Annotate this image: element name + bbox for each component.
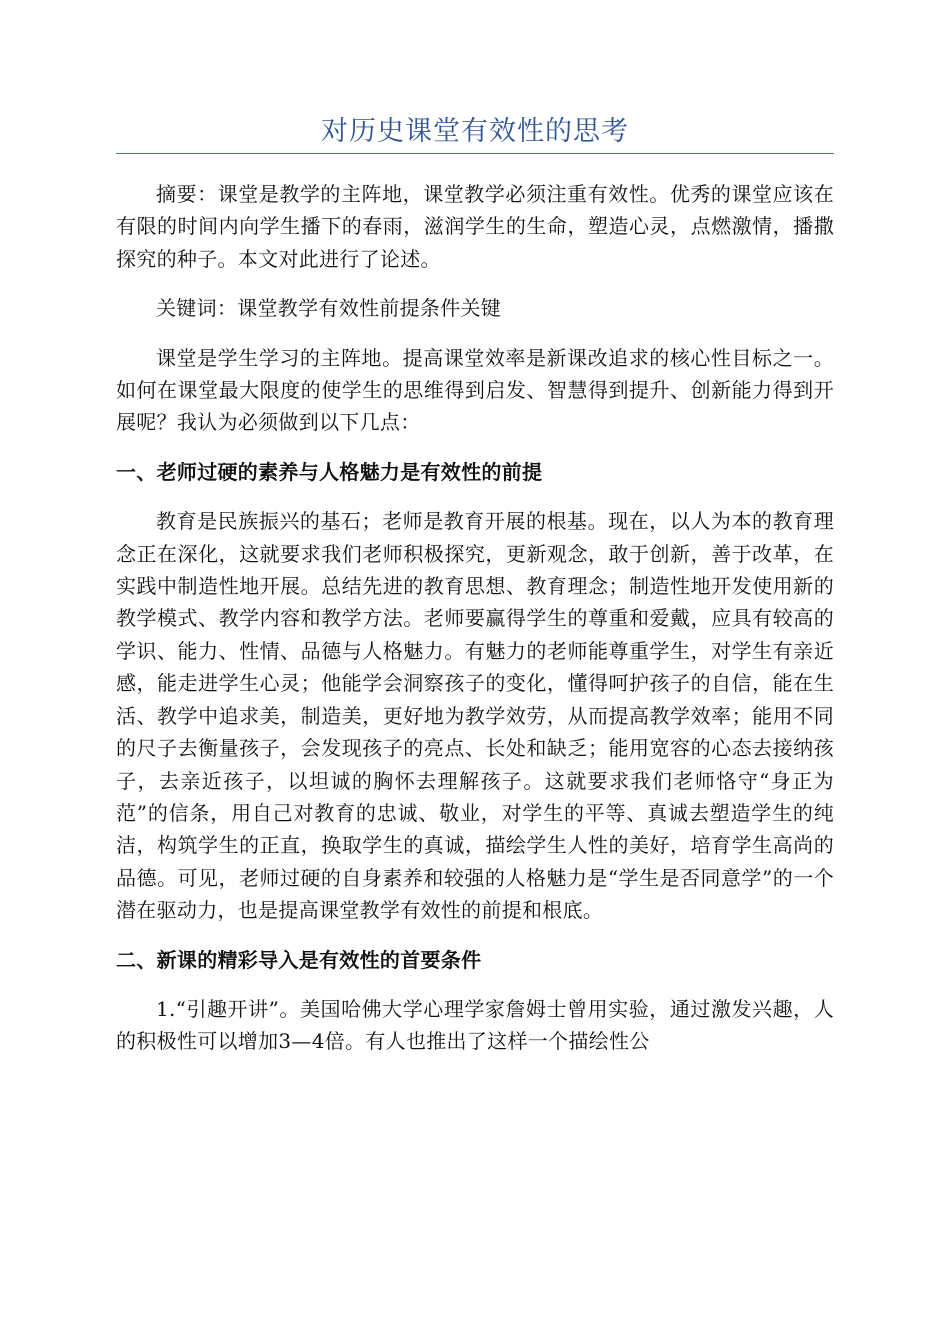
title-underline — [116, 153, 834, 154]
abstract-paragraph: 摘要：课堂是教学的主阵地，课堂教学必须注重有效性。优秀的课堂应该在有限的时间内向学生播下的春雨，滋润学生的生命，塑造心灵，点燃激情，播撒探究的种子。本文对此进行了论述。 — [116, 182, 834, 271]
document-title: 对历史课堂有效性的思考 — [321, 116, 629, 147]
section-2-heading: 二、新课的精彩导入是有效性的首要条件 — [116, 947, 482, 972]
section-1-heading: 一、老师过硬的素养与人格魅力是有效性的前提 — [116, 459, 543, 484]
section-2-paragraph: 1.“引趣开讲”。美国哈佛大学心理学家詹姆士曾用实验，通过激发兴趣，人的积极性可以增加3—4倍。有人也推出了这样一个描绘性公 — [116, 996, 834, 1054]
keywords-paragraph: 关键词：课堂教学有效性前提条件关键 — [156, 296, 502, 321]
section-1-paragraph: 教育是民族振兴的基石；老师是教育开展的根基。现在，以人为本的教育理念正在深化，这就要求我们老师积极探究，更新观念，敢于创新，善于改革，在实践中制造性地开展。总结先进的教育思想、教育理念；制造性地开发使用新的教学模式、教学内容和教学方法。老师要赢得学生的尊重和爱戴，应具有较高的学识、能力、性情、品德与人格魅力。有魅力的老师能尊重学生，对学生有亲近感，能走进学生心灵；他能学会洞察孩子的变化，懂得呵护孩子的自信，能在生活、教学中追求美，制造美，更好地为教学效劳，从而提高教学效率；能用不同的尺子去衡量孩子，会发现孩子的亮点、长处和缺乏；能用宽容的心态去接纳孩子，去亲近孩子，以坦诚的胸怀去理解孩子。这就要求我们老师恪守“身正为范”的信条，用自己对教育的忠诚、敬业，对学生的平等、真诚去塑造学生的纯洁，构筑学生的正直，换取学生的真诚，描绘学生人性的美好，培育学生高尚的品德。可见，老师过硬的自身素养和较强的人格魅力是“学生是否同意学”的一个潜在驱动力，也是提高课堂教学有效性的前提和根底。 — [116, 509, 834, 923]
document-body — [116, 178, 834, 1075]
intro-paragraph: 课堂是学生学习的主阵地。提高课堂效率是新课改追求的核心性目标之一。如何在课堂最大限度的使学生的思维得到启发、智慧得到提升、创新能力得到开展呢？我认为必须做到以下几点： — [116, 345, 834, 435]
